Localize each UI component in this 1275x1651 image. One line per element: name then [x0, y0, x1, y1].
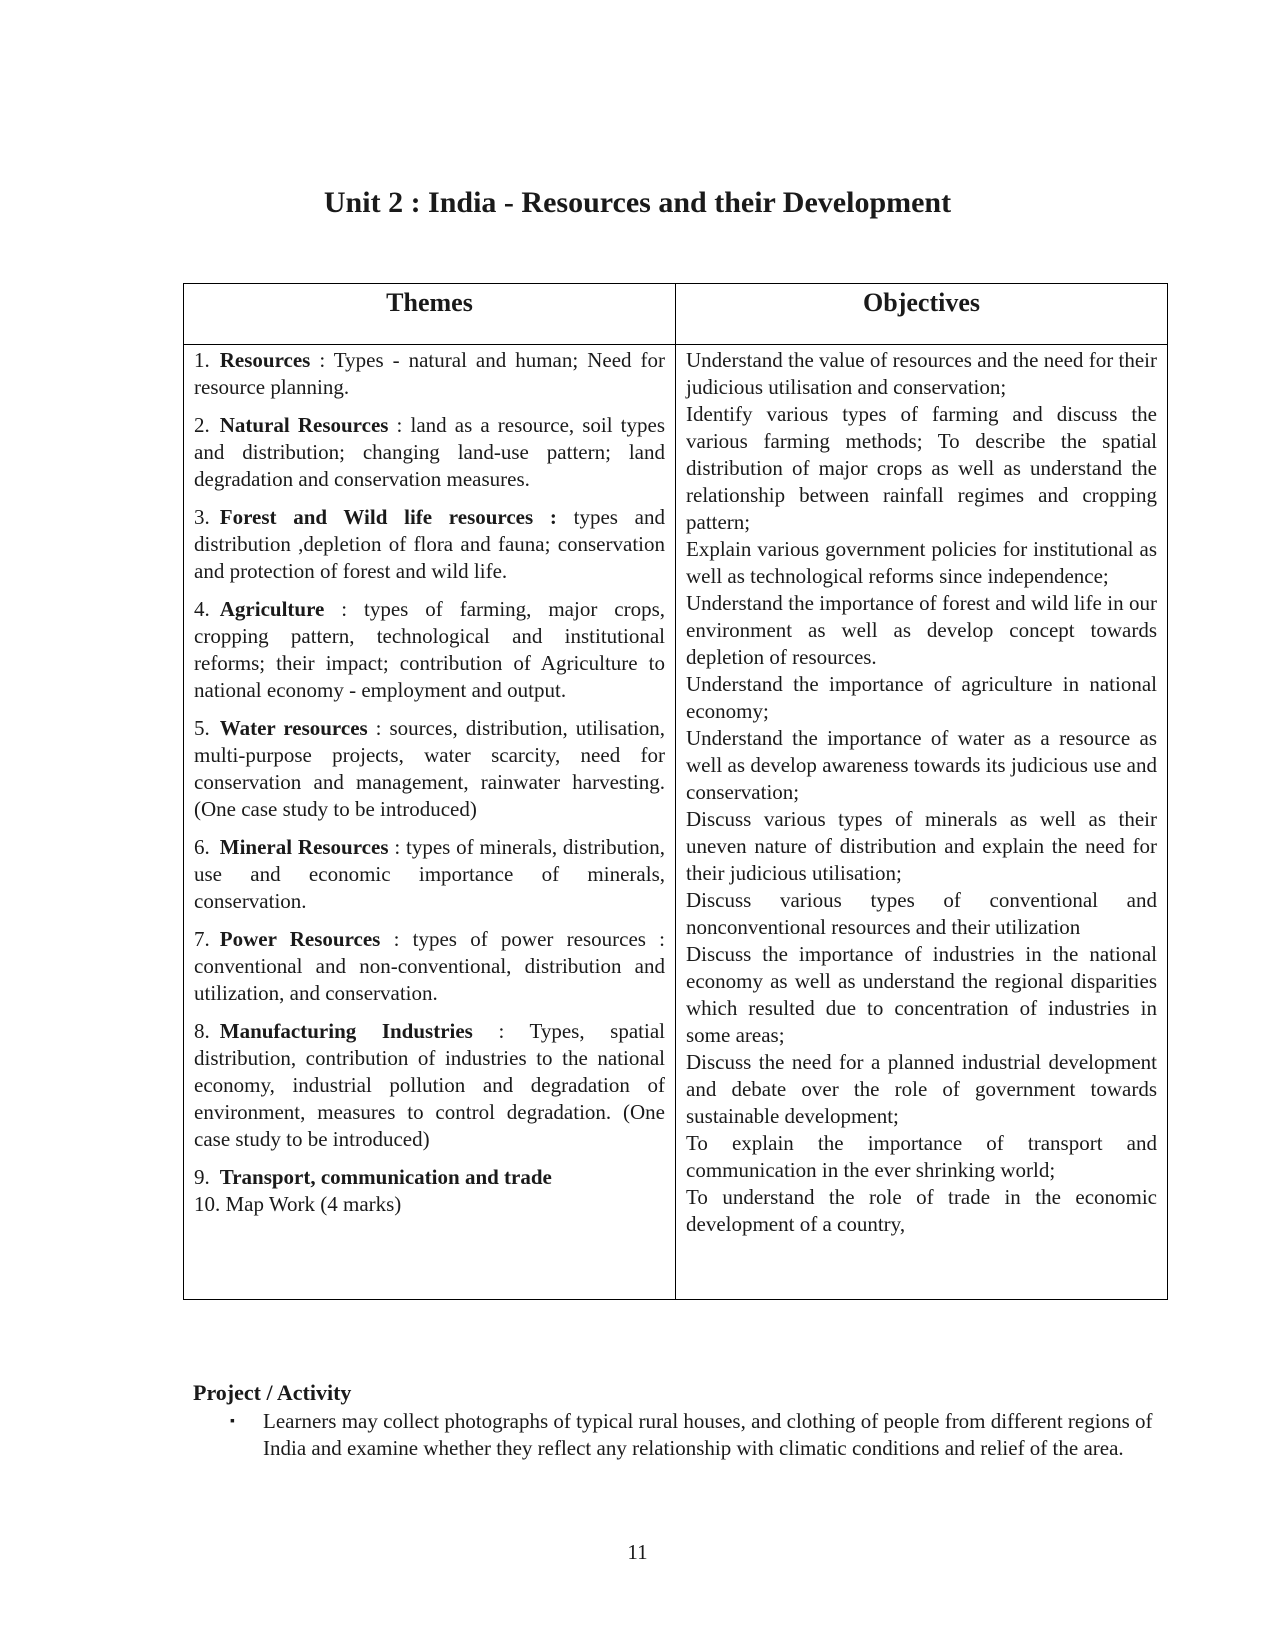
theme-item: 4. Agriculture : types of farming, major crops, cropping pattern, technological and institutional reforms; their impact; contribution of Agriculture to national economy - employment and output. — [194, 597, 665, 702]
theme-text: : types of farming, major crops, cropping pattern, technological and institutional reforms; their impact; contribution of Agriculture to national economy - employment and output. — [194, 597, 665, 702]
theme-item: 8. Manufacturing Industries : Types, spatial distribution, contribution of industries to the national economy, industrial pollution and degradation of environment, measures to control degradation. (One case study to be introduced) — [194, 1019, 665, 1151]
theme-item: 1. Resources : Types - natural and human; Need for resource planning. — [194, 348, 665, 399]
table-body-row — [184, 345, 1168, 1300]
themes-cell — [184, 345, 676, 1300]
objective-item: Identify various types of farming and discuss the various farming methods; To describe the spatial distribution of major crops as well as understand the relationship between rainfall regimes and cropping pattern; — [686, 402, 1157, 534]
objectives-header: Objectives — [676, 284, 1168, 345]
objective-item: Discuss the need for a planned industrial development and debate over the role of government towards sustainable development; — [686, 1050, 1157, 1128]
bullet-icon: ▪ — [230, 1414, 235, 1429]
theme-item: 9. Transport, communication and trade — [194, 1165, 552, 1189]
project-heading: Project / Activity — [193, 1380, 352, 1405]
objective-item: Understand the importance of water as a resource as well as develop awareness towards its judicious use and conservation; — [686, 726, 1157, 804]
theme-item: 3. Forest and Wild life resources : types and distribution ,depletion of flora and fauna; conservation and protection of forest and wild life. — [194, 505, 665, 583]
table-header-row — [184, 284, 1168, 345]
theme-item: 10. Map Work (4 marks) — [194, 1192, 402, 1216]
objectives-cell — [676, 345, 1168, 1300]
project-item-text: Learners may collect photographs of typical rural houses, and clothing of people from different regions of India and examine whether they reflect any relationship with climatic conditions and relief of the area. — [263, 1409, 1153, 1460]
objective-item: Understand the value of resources and the need for their judicious utilisation and conservation; — [686, 348, 1157, 399]
theme-text: : types of minerals, distribution, use and economic importance of minerals, conservation. — [194, 835, 665, 913]
theme-text: : land as a resource, soil types and distribution; changing land-use pattern; land degradation and conservation measures. — [194, 413, 666, 491]
objective-item: Understand the importance of agriculture in national economy; — [686, 672, 1157, 723]
theme-heading: Agriculture — [219, 597, 325, 621]
theme-text: types and distribution ,depletion of flora and fauna; conservation and protection of forest and wild life. — [194, 505, 665, 583]
theme-item: 6. Mineral Resources : types of minerals, distribution, use and economic importance of minerals, conservation. — [194, 835, 665, 913]
theme-heading: Resources — [219, 348, 311, 372]
theme-heading: Power Resources — [219, 927, 381, 951]
syllabus-table — [183, 283, 1168, 1300]
theme-heading: Manufacturing Industries — [219, 1019, 473, 1043]
theme-text: Map Work (4 marks) — [220, 1192, 402, 1216]
theme-item: 7. Power Resources : types of power resources : conventional and non-conventional, distribution and utilization, and conservation. — [194, 927, 665, 1005]
objective-item: To understand the role of trade in the economic development of a country, — [686, 1185, 1157, 1236]
objective-item: Discuss various types of conventional and nonconventional resources and their utilization — [686, 888, 1157, 939]
theme-text: : Types - natural and human; Need for resource planning. — [194, 348, 665, 399]
objective-item: Discuss the importance of industries in the national economy as well as understand the regional disparities which resulted due to concentration of industries in some areas; — [686, 942, 1157, 1047]
objective-item: To explain the importance of transport and communication in the ever shrinking world; — [686, 1131, 1157, 1182]
page-number: 11 — [627, 1540, 648, 1564]
project-item — [230, 1408, 1160, 1462]
theme-text: : Types, spatial distribution, contribution of industries to the national economy, industrial pollution and degradation of environment, measures to control degradation. (One case study to be introduced) — [194, 1019, 665, 1151]
objective-item: Explain various government policies for institutional as well as technological reforms since independence; — [686, 537, 1157, 588]
theme-text: : sources, distribution, utilisation, multi-purpose projects, water scarcity, need for conservation and management, rainwater harvesting. (One case study to be introduced) — [194, 716, 666, 821]
project-list — [230, 1408, 1160, 1462]
theme-item: 2. Natural Resources : land as a resource, soil types and distribution; changing land-use pattern; land degradation and conservation measures. — [194, 413, 666, 491]
themes-header: Themes — [184, 284, 676, 345]
theme-heading: Transport, communication and trade — [219, 1165, 552, 1189]
theme-item: 5. Water resources : sources, distribution, utilisation, multi-purpose projects, water scarcity, need for conservation and management, rainwater harvesting. (One case study to be introduced) — [194, 716, 666, 821]
theme-heading: Forest and Wild life resources : — [219, 505, 557, 529]
objective-item: Discuss various types of minerals as well as their uneven nature of distribution and explain the need for their judicious utilisation; — [686, 807, 1157, 885]
theme-heading: Mineral Resources — [219, 835, 389, 859]
theme-heading: Natural Resources — [219, 413, 389, 437]
page-title: Unit 2 : India - Resources and their Development — [323, 186, 952, 219]
theme-text: : types of power resources : conventional and non-conventional, distribution and utilization, and conservation. — [194, 927, 665, 1005]
theme-heading: Water resources — [219, 716, 368, 740]
objective-item: Understand the importance of forest and wild life in our environment as well as develop concept towards depletion of resources. — [686, 591, 1157, 669]
